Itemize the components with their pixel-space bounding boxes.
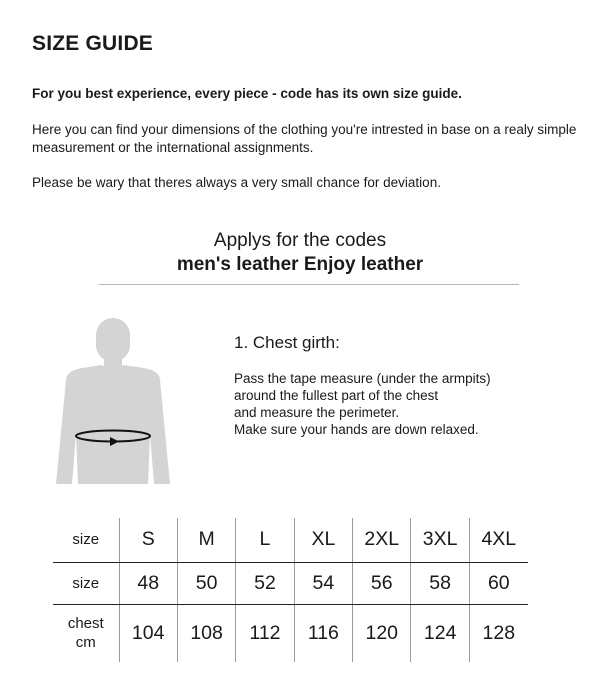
- table-cell: 120: [353, 604, 411, 662]
- table-cell: 56: [353, 562, 411, 604]
- table-cell: 4XL: [469, 518, 527, 562]
- measurement-instructions: [234, 370, 491, 438]
- table-cell: 116: [294, 604, 352, 662]
- table-row: [53, 518, 528, 562]
- table-cell: 52: [236, 562, 294, 604]
- row-header: size: [53, 562, 119, 604]
- table-cell: 48: [119, 562, 177, 604]
- codes-heading: Applys for the codes: [213, 230, 387, 251]
- instruction-line: around the fullest part of the chest: [234, 388, 439, 403]
- table-cell: 50: [177, 562, 235, 604]
- chest-measurement-figure: [52, 316, 174, 488]
- table-cell: M: [177, 518, 235, 562]
- table-cell: 124: [411, 604, 469, 662]
- deviation-note: Please be wary that theres always a very small chance for deviation.: [32, 175, 441, 190]
- table-cell: 128: [469, 604, 527, 662]
- row-header-line: chest: [67, 615, 104, 633]
- torso-silhouette-icon: [56, 318, 170, 484]
- table-cell: 3XL: [411, 518, 469, 562]
- row-header: [53, 604, 119, 662]
- instruction-line: Make sure your hands are down relaxed.: [234, 422, 479, 437]
- table-cell: 58: [411, 562, 469, 604]
- intro-paragraph: Here you can find your dimensions of the clothing you're intrested in base on a realy simple measurement or the international assignments.: [32, 122, 577, 155]
- measurement-title: 1. Chest girth:: [234, 333, 340, 352]
- instruction-line: and measure the perimeter.: [234, 405, 400, 420]
- row-header: size: [53, 518, 119, 562]
- table-cell: XL: [294, 518, 352, 562]
- page-title: SIZE GUIDE: [32, 32, 154, 55]
- codes-product-name: men's leather Enjoy leather: [176, 254, 424, 275]
- row-header-line: cm: [75, 634, 96, 652]
- table-cell: L: [236, 518, 294, 562]
- lead-text: For you best experience, every piece - code has its own size guide.: [32, 86, 462, 101]
- table-row: [53, 604, 528, 662]
- table-cell: 54: [294, 562, 352, 604]
- size-table: [53, 518, 528, 662]
- table-cell: 60: [469, 562, 527, 604]
- table-row: [53, 562, 528, 604]
- section-divider: [99, 284, 519, 285]
- table-cell: 2XL: [353, 518, 411, 562]
- table-cell: 112: [236, 604, 294, 662]
- instruction-line: Pass the tape measure (under the armpits): [234, 371, 491, 386]
- table-cell: S: [119, 518, 177, 562]
- table-cell: 104: [119, 604, 177, 662]
- table-cell: 108: [177, 604, 235, 662]
